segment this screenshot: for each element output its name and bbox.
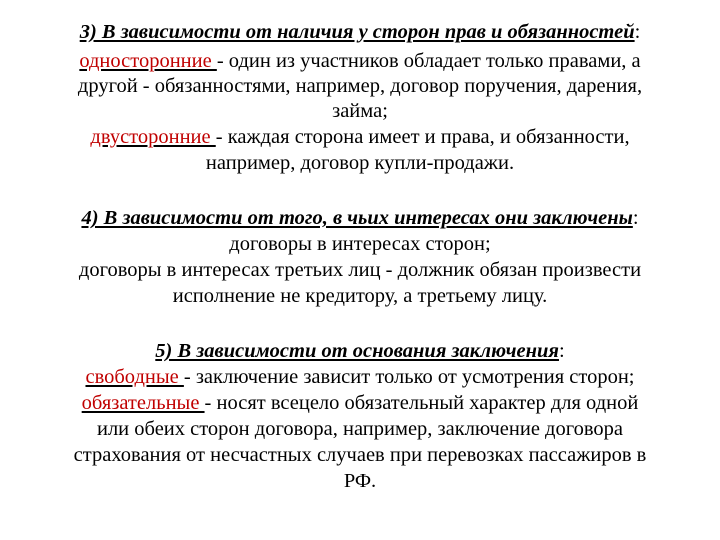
section3-heading-colon: : — [634, 21, 641, 43]
section3-heading-line — [40, 19, 680, 45]
section4-line3: исполнение не кредитору, а третьему лицу. — [172, 285, 548, 307]
term-mandatory: обязательные — [81, 392, 205, 414]
section4-heading-line — [40, 205, 680, 231]
section3-line2: другой - обязанностями, например, договор поручения, дарения, — [77, 75, 643, 97]
section3-line1 — [40, 48, 680, 74]
section5-line2 — [40, 390, 680, 416]
section4-line2: договоры в интересах третьих лиц - должник обязан произвести — [78, 259, 642, 281]
section5-line3: или обеих сторон договора, например, заключение договора — [96, 418, 624, 440]
section3-line5: например, договор купли-продажи. — [205, 152, 515, 174]
term-free: свободные — [85, 366, 184, 388]
section4-heading-colon: : — [632, 207, 639, 229]
section5-line1 — [40, 364, 680, 390]
section5-heading-colon: : — [558, 340, 565, 362]
section3-heading: 3) В зависимости от наличия у сторон прав и обязанностей — [79, 21, 635, 43]
section3-line4-text: - каждая сторона имеет и права, и обязанности, — [215, 126, 630, 148]
section3-line4 — [40, 124, 680, 150]
section3-line1-text: - один из участников обладает только правами, а — [216, 50, 641, 72]
term-bilateral: двусторонние — [90, 126, 216, 148]
section5-line1-text: - заключение зависит только от усмотрения сторон; — [183, 366, 635, 388]
section5-heading-line — [40, 338, 680, 364]
term-unilateral: односторонние — [79, 50, 217, 72]
section4-line1: договоры в интересах сторон; — [229, 233, 491, 255]
section5-line4: страхования от несчастных случаев при перевозках пассажиров в — [73, 444, 647, 466]
section3-line3: займа; — [332, 100, 388, 122]
section5-line5: РФ. — [343, 470, 377, 492]
section5-heading: 5) В зависимости от основания заключения — [155, 340, 559, 362]
section4-heading: 4) В зависимости от того, в чьих интересах они заключены — [81, 207, 633, 229]
section5-line2-text: - носят всецело обязательный характер для одной — [204, 392, 639, 414]
